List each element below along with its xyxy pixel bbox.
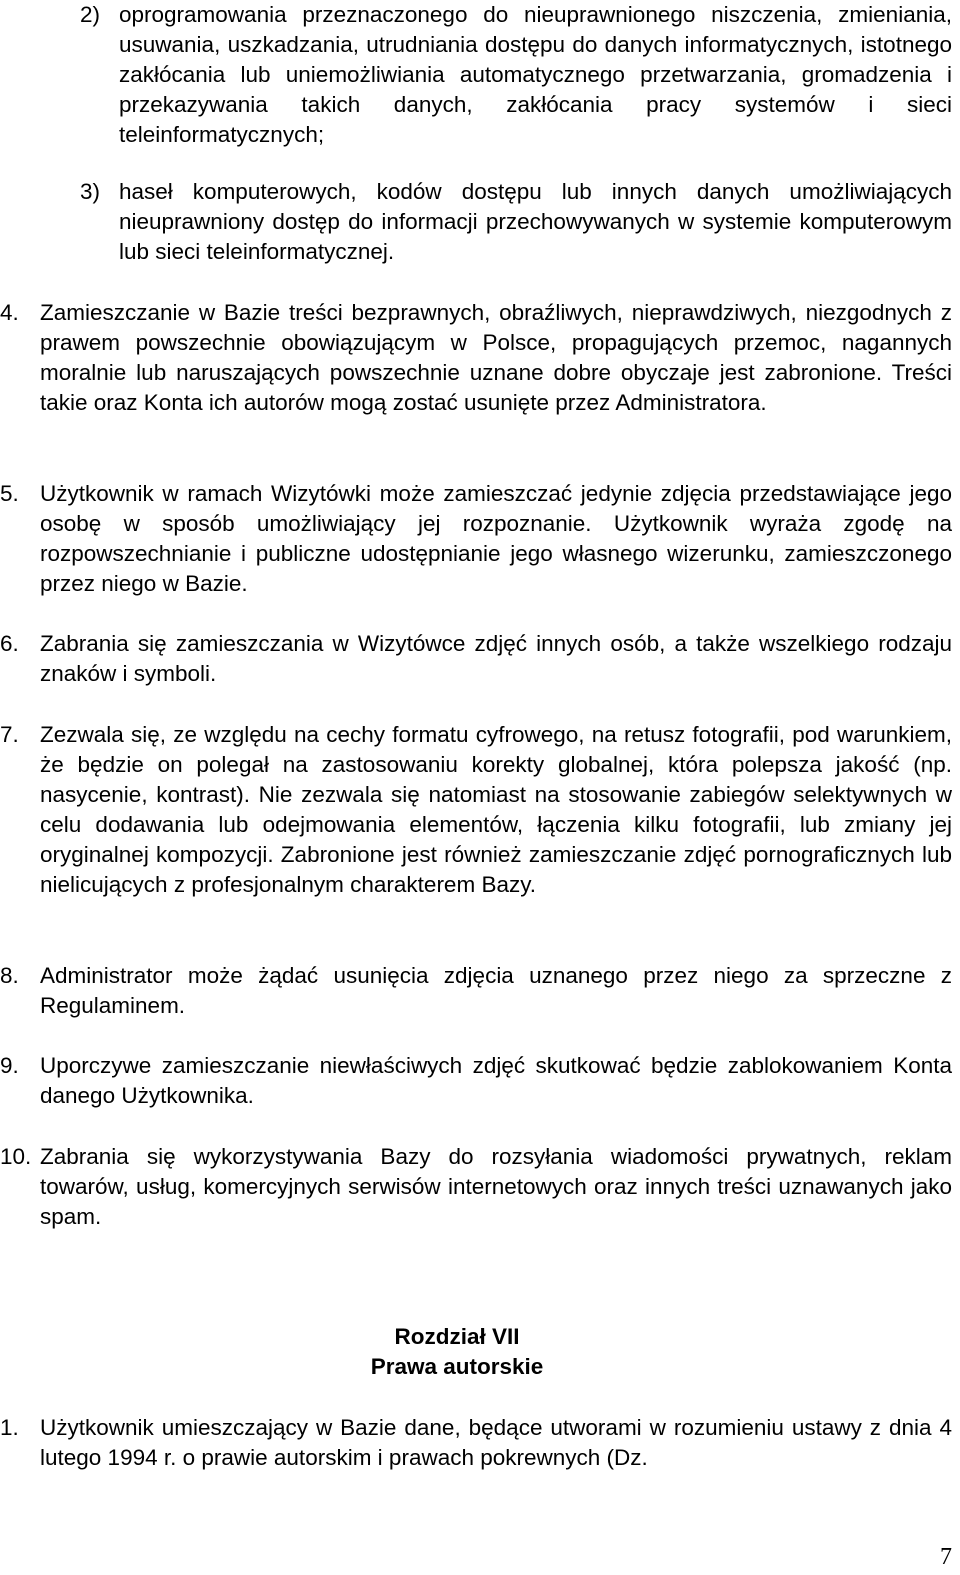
section-item-text: Zamieszczanie w Bazie treści bezprawnych, obraźliwych, nieprawdziwych, niezgodnych z prawem powszechnie obowiązującym w Polsce, propagujących przemoc, nagannych moralnie lub naruszających powszechnie uznane dobre obyczaje jest zabronione. Treści takie oraz Konta ich autorów mogą zostać usunięte przez Administratora. (40, 300, 952, 415)
section-item-text: Zezwala się, ze względu na cechy formatu cyfrowego, na retusz fotografii, pod warunkiem, że będzie on polegał na zastosowaniu korekty globalnej, która polepsza jakość (np. nasycenie, kontrast). Nie zezwala się natomiast na stosowanie zabiegów selektywnych w celu dodawania lub odejmowania elementów, łączenia kilku fotografii, lub zmiany jej oryginalnej kompozycji. Zabronione jest również zamieszczanie zdjęć pornograficznych lub nielicujących z profesjonalnym charakterem Bazy. (40, 722, 952, 897)
list-item (80, 0, 952, 150)
list-item-text: haseł komputerowych, kodów dostępu lub innych danych umożliwiających nieuprawniony dostęp do informacji przechowywanych w systemie komputerowym lub sieci teleinformatycznej. (119, 179, 952, 264)
section-item-text: Użytkownik w ramach Wizytówki może zamieszczać jedynie zdjęcia przedstawiające jego osobę w sposób umożliwiający jej rozpoznanie. Użytkownik wyraża zgodę na rozpowszechnianie i publiczne udostępnianie jego własnego wizerunku, zamieszczonego przez niego w Bazie. (40, 481, 952, 596)
section-item-text: Uporczywe zamieszczanie niewłaściwych zdjęć skutkować będzie zablokowaniem Konta danego Użytkownika. (40, 1053, 952, 1108)
section-item (0, 1051, 952, 1111)
chapter-title: Rozdział VII (394, 1324, 520, 1349)
section-item-text: Zabrania się wykorzystywania Bazy do rozsyłania wiadomości prywatnych, reklam towarów, usług, komercyjnych serwisów internetowych oraz innych treści uznawanych jako spam. (40, 1144, 952, 1229)
section-item-text: Administrator może żądać usunięcia zdjęcia uznanego przez niego za sprzeczne z Regulaminem. (40, 963, 952, 1018)
section-item (0, 629, 952, 689)
section-item-text: Zabrania się zamieszczania w Wizytówce zdjęć innych osób, a także wszelkiego rodzaju znaków i symboli. (40, 631, 952, 686)
chapter-item-text: Użytkownik umieszczający w Bazie dane, będące utworami w rozumieniu ustawy z dnia 4 lutego 1994 r. o prawie autorskim i prawach pokrewnych (Dz. (40, 1415, 952, 1470)
section-item-number: 9. (0, 1053, 19, 1078)
section-item (0, 479, 952, 599)
chapter-subtitle: Prawa autorskie (370, 1354, 544, 1379)
chapter-item-number: 1. (0, 1415, 19, 1440)
section-item-number: 6. (0, 631, 19, 656)
section-item-number: 10. (0, 1144, 32, 1169)
chapter-item (0, 1413, 952, 1473)
list-item-number: 2) (80, 2, 101, 27)
section-item-number: 4. (0, 300, 19, 325)
section-item-number: 5. (0, 481, 19, 506)
list-item-number: 3) (80, 179, 101, 204)
section-item (0, 1142, 952, 1232)
list-item (80, 177, 952, 267)
section-item-number: 8. (0, 963, 19, 988)
page-number: 7 (940, 1544, 952, 1570)
section-item-number: 7. (0, 722, 19, 747)
section-item (0, 961, 952, 1021)
section-item (0, 298, 952, 418)
section-item (0, 720, 952, 900)
list-item-text: oprogramowania przeznaczonego do nieuprawnionego niszczenia, zmieniania, usuwania, uszkadzania, utrudniania dostępu do danych informatycznych, istotnego zakłócania lub uniemożliwiania automatycznego przetwarzania, gromadzenia i przekazywania takich danych, zakłócania pracy systemów i sieci teleinformatycznych; (119, 2, 952, 147)
